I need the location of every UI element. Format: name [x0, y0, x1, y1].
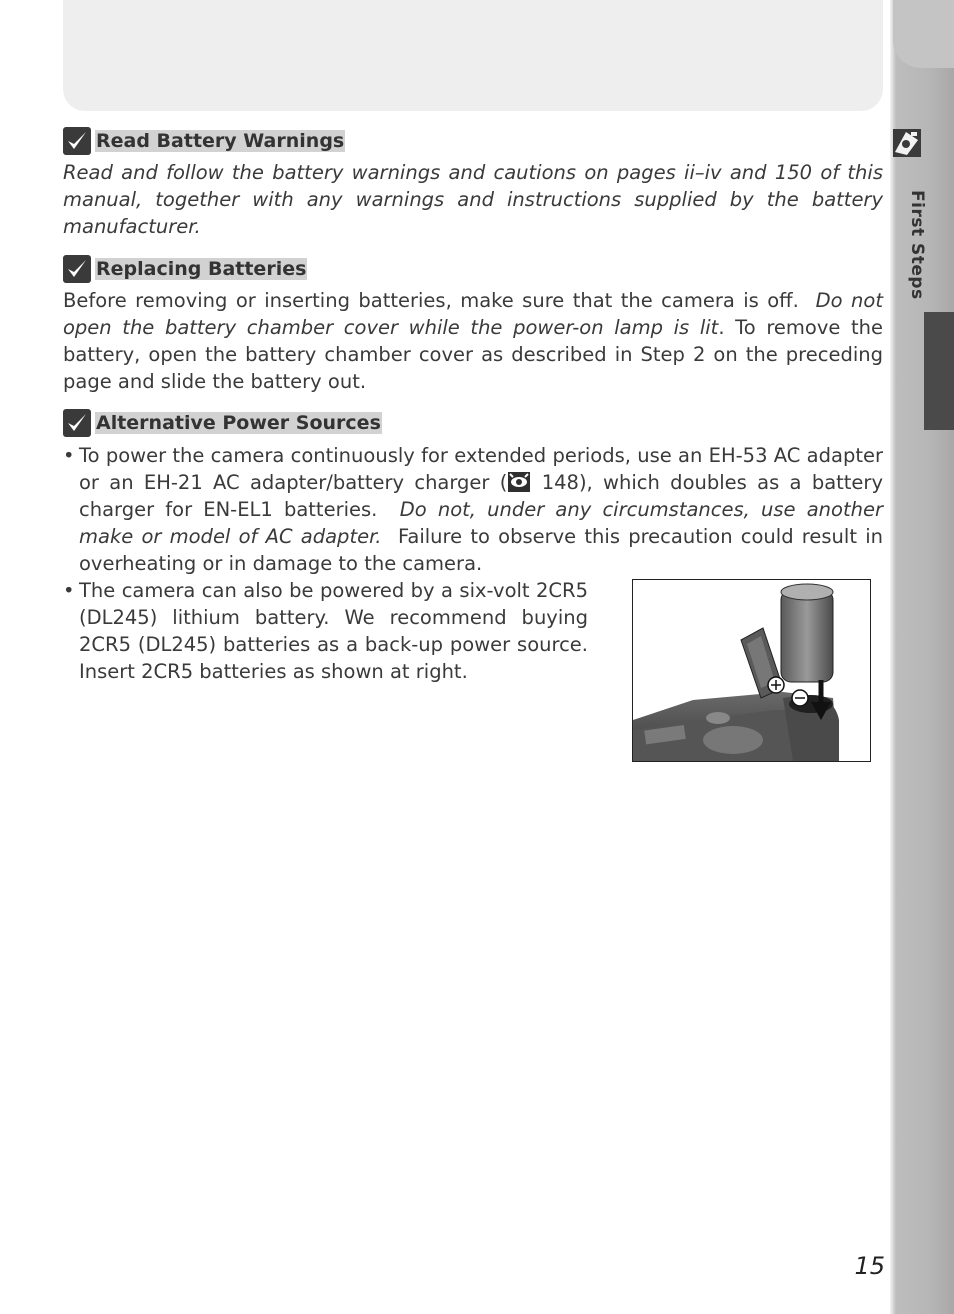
- top-header-panel: [63, 0, 883, 111]
- sidebar-top-tab: [893, 0, 954, 68]
- bullet-1-page-ref: 148: [541, 471, 579, 494]
- replacing-batteries-paragraph: [63, 287, 883, 395]
- heading-text: Read Battery Warnings: [96, 130, 345, 152]
- bullet-2-text: The camera can also be powered by a six-volt 2CR5 (DL245) lithium battery. We recommend buying 2CR5 (DL245) batteries as a back-up power source. Insert 2CR5 batteries as shown at right.: [79, 579, 588, 683]
- heading-replacing-batteries: [63, 255, 307, 283]
- bullet-1-italic: Do not, under any circumstances, use another make or model of AC adapter.: [79, 498, 883, 548]
- battery-warnings-paragraph: [63, 159, 883, 240]
- sidebar-chapter-marker: [924, 312, 954, 430]
- checkmark-icon: [63, 255, 91, 283]
- heading-text: Replacing Batteries: [96, 258, 307, 280]
- replacing-text-2: . To remove the battery, open the battery chamber cover as described in Step 2 on the preceding page and slide the battery out.: [63, 316, 884, 393]
- page-number: 15: [854, 1252, 885, 1280]
- battery-insertion-illustration: [632, 579, 871, 762]
- bullet-1-text-c: Failure to observe this precaution could result in overheating or in damage to the camera.: [79, 525, 883, 575]
- reference-eye-icon: [508, 472, 530, 492]
- list-item: [63, 577, 588, 685]
- heading-text: Alternative Power Sources: [96, 412, 381, 434]
- bullet-1-text-b: ), which doubles as a battery charger for EN-EL1 batteries.: [79, 471, 883, 521]
- list-item: [63, 442, 883, 577]
- section-label: First Steps: [907, 190, 927, 300]
- replacing-warning-italic: Do not open the battery chamber cover while the power-on lamp is lit: [63, 289, 883, 339]
- heading-read-battery-warnings: [63, 127, 345, 155]
- battery-warnings-text: Read and follow the battery warnings and cautions on pages ii–iv and 150 of this manual, together with any warnings and instructions supplied by the battery manufacturer.: [63, 161, 883, 238]
- bullet-1-text-a: To power the camera continuously for extended periods, use an EH-53 AC adapter or an EH-21 AC adapter/battery charger (: [79, 444, 883, 494]
- bullet-dot: •: [63, 444, 75, 467]
- checkmark-icon: [63, 409, 91, 437]
- camera-icon: [892, 128, 922, 158]
- bullet-dot: •: [63, 579, 75, 602]
- checkmark-icon: [63, 127, 91, 155]
- replacing-text-1: Before removing or inserting batteries, make sure that the camera is off.: [63, 289, 799, 312]
- heading-alternative-power: [63, 409, 382, 437]
